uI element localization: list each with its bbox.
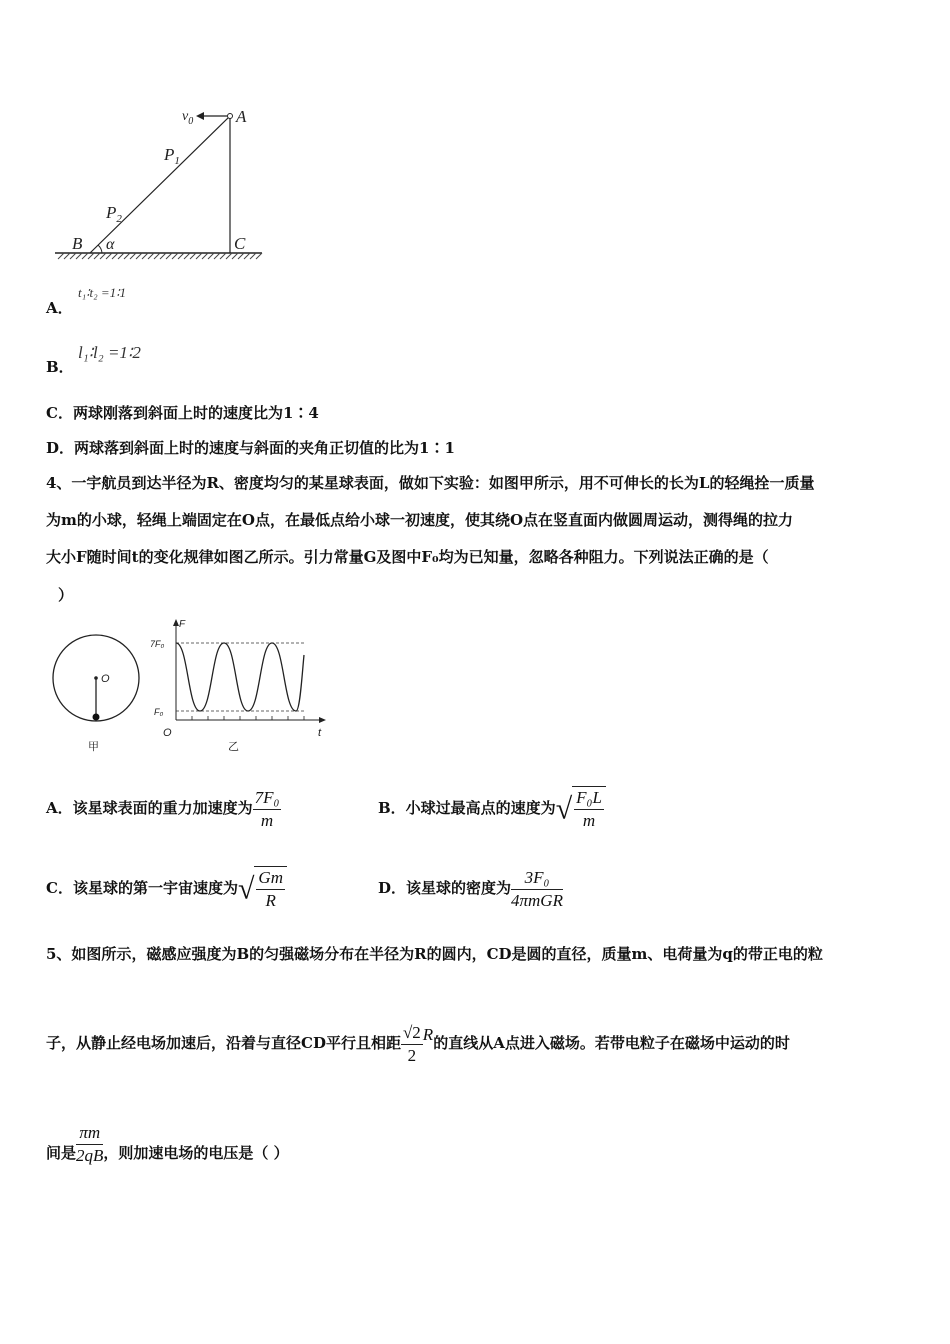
q4-stem-line-1: 4、一宇航员到达半径为R、密度均匀的某星球表面，做如下实验：如图甲所示，用不可伸长的长为L的轻绳拴一质量 xyxy=(46,474,815,492)
q4-option-d xyxy=(378,866,563,910)
pivot-o xyxy=(94,676,98,680)
p2-sub: 2 xyxy=(116,213,122,225)
q4-option-b-den: m xyxy=(582,811,596,831)
alpha-arc xyxy=(98,245,102,253)
ball xyxy=(93,714,100,721)
q4-option-b-sqrt: √ $\frac{\text{F₀L}}{m}$ xyxy=(556,786,606,832)
q3-option-a-formula: t₁∶t₂ =1∶1 xyxy=(78,285,127,300)
incline-line xyxy=(90,116,230,253)
p1-label: P xyxy=(164,145,175,164)
q4-option-b xyxy=(378,786,606,830)
q4-option-d-text: D．该星球的密度为 xyxy=(378,879,512,897)
t-axis-arrow xyxy=(319,717,326,723)
q4-option-a-num: 7F₀ xyxy=(253,787,282,810)
f-axis-label: F xyxy=(179,619,186,630)
q4-option-c xyxy=(46,866,287,910)
alpha-label: α xyxy=(106,236,115,253)
o-label: O xyxy=(101,673,110,685)
q4-option-b-num: F₀L xyxy=(574,787,604,810)
q5-time-den: 2qB xyxy=(76,1145,104,1165)
q4-option-d-den: 4πmGR xyxy=(511,890,563,910)
q4-option-a-fraction xyxy=(253,787,282,832)
q4-option-b-text: B．小球过最高点的速度为 xyxy=(378,799,556,818)
q4-option-d-num: 3F₀ xyxy=(511,867,563,890)
point-a xyxy=(228,114,233,119)
q4-option-c-sqrt: √ $\frac{Gm}{R}$ xyxy=(238,866,287,912)
q4-option-c-text: C．该星球的第一宇宙速度为 xyxy=(46,879,238,898)
q5-distance-fraction xyxy=(401,1022,423,1067)
q5-time-fraction xyxy=(76,1122,103,1167)
c-label: C xyxy=(234,234,246,253)
svg-text:v0 xyxy=(182,109,193,127)
q5-distance-den: 2 xyxy=(407,1045,417,1065)
q3-option-c: C．两球刚落到斜面上时的速度比为1∶4 xyxy=(46,404,319,422)
q4-stem-line-4: ） xyxy=(58,586,74,604)
q5-line-2-a: 子，从静止经电场加速后，沿着与直径CD平行且相距 xyxy=(46,1034,401,1052)
v0-label: v xyxy=(182,109,189,124)
q5-line-3-b: ，则加速电场的电压是（ ） xyxy=(103,1144,289,1162)
origin-label: O xyxy=(163,727,172,739)
svg-text:P1 xyxy=(163,145,180,167)
figure-yi xyxy=(150,615,335,755)
bottom-value-label: F₀ xyxy=(154,707,164,717)
b-label: B xyxy=(72,234,83,253)
q3-option-a xyxy=(46,298,73,318)
q4-option-d-fraction xyxy=(511,867,563,912)
q5-stem-line-3 xyxy=(46,1118,289,1168)
p1-sub: 1 xyxy=(174,155,180,167)
p2-label: P xyxy=(106,203,117,222)
q4-option-a-den: m xyxy=(260,810,274,830)
q4-option-c-den: R xyxy=(265,891,276,911)
q3-option-a-label: A． xyxy=(46,299,73,317)
q5-time-num: πm xyxy=(76,1122,103,1145)
q3-option-b xyxy=(46,357,74,377)
q4-stem-line-3: 大小F随时间t的变化规律如图乙所示。引力常量G及图中F₀均为已知量，忽略各种阻力。下列说法正确的是（ xyxy=(46,548,769,566)
q5-line-3-a: 间是 xyxy=(46,1144,77,1162)
t-axis-label: t xyxy=(318,727,322,739)
q5-stem-line-2 xyxy=(46,1010,790,1065)
q3-option-b-label: B． xyxy=(46,358,74,376)
figure-jia xyxy=(48,630,148,760)
top-value-label: 7F₀ xyxy=(150,639,165,649)
q3-option-b-formula: l₁∶l₂ =1∶2 xyxy=(78,343,141,362)
q4-option-a xyxy=(46,786,281,830)
q4-option-c-num: Gm xyxy=(256,867,285,890)
svg-text:P2 xyxy=(105,203,122,225)
q5-distance-r: R xyxy=(422,1025,434,1044)
ground-hatch xyxy=(55,253,262,259)
q5-distance-num: √2 xyxy=(401,1022,423,1045)
force-curve xyxy=(176,643,304,711)
q5-stem-line-1: 5、如图所示，磁感应强度为B的匀强磁场分布在半径为R的圆内，CD是圆的直径，质量m、电荷量为q的带正电的粒 xyxy=(46,945,823,963)
q4-stem-line-2: 为m的小球，轻绳上端固定在O点，在最低点给小球一初速度，使其绕O点在竖直面内做圆周运动，测得绳的拉力 xyxy=(46,511,794,529)
a-label: A xyxy=(236,107,247,126)
v0-arrowhead xyxy=(196,112,204,120)
q4-option-a-text: A．该星球表面的重力加速度为 xyxy=(46,799,253,817)
jia-caption: 甲 xyxy=(88,740,99,753)
q3-option-d: D．两球落到斜面上时的速度与斜面的夹角正切值的比为1∶1 xyxy=(46,439,455,457)
q5-line-2-b: 的直线从A点进入磁场。若带电粒子在磁场中运动的时 xyxy=(433,1034,790,1052)
yi-caption: 乙 xyxy=(228,740,239,753)
v0-sub: 0 xyxy=(188,116,194,127)
incline-figure xyxy=(50,100,270,265)
